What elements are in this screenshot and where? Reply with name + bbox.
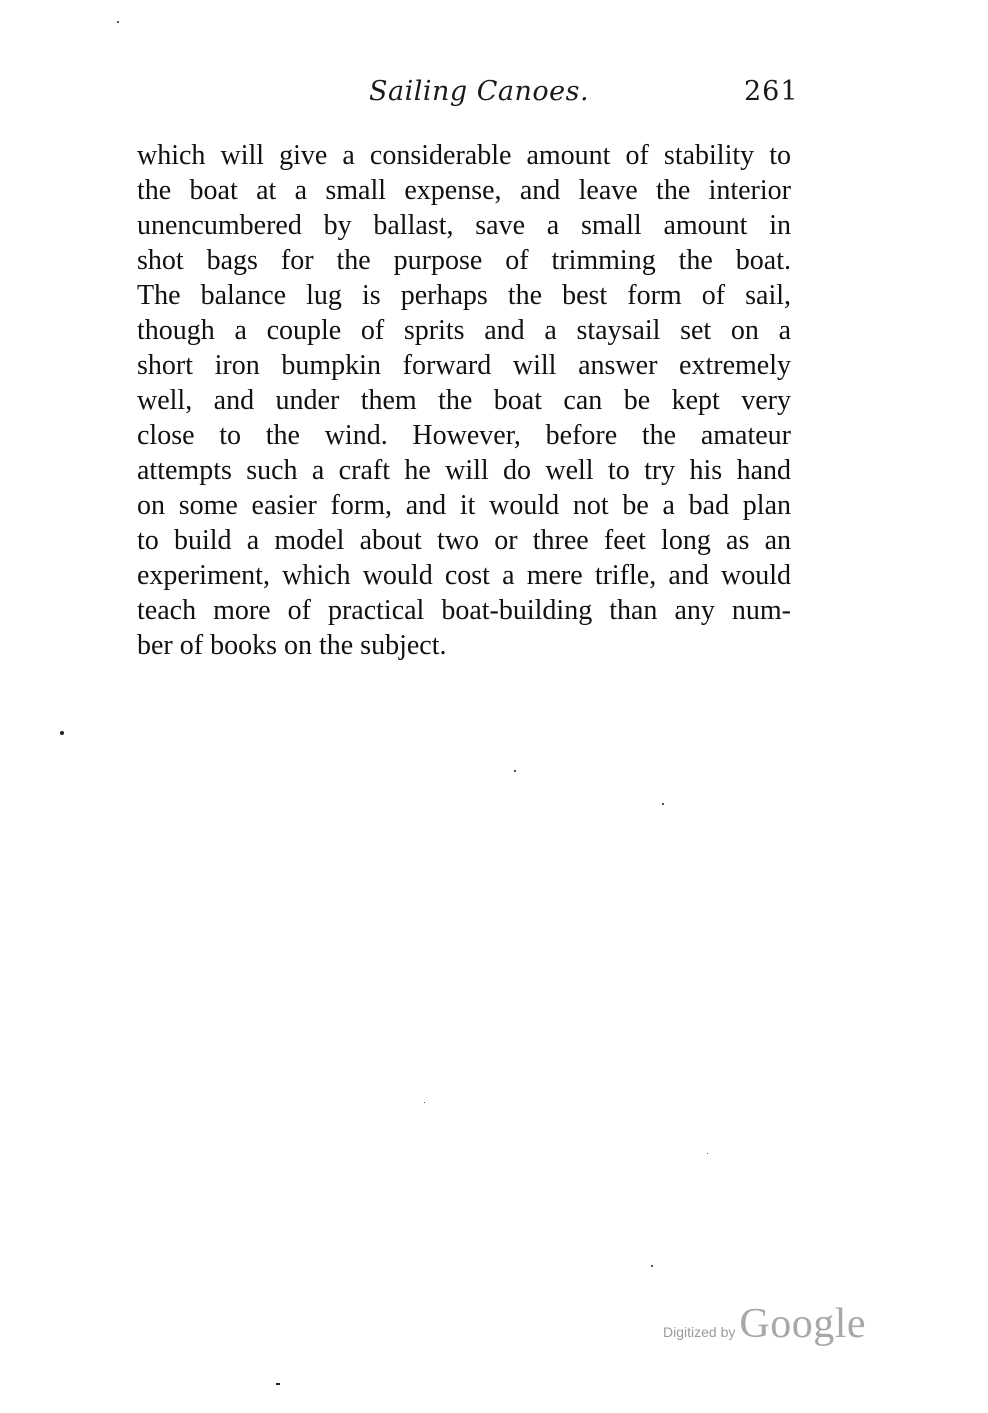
text-line: teach more of practical boat-building than any num- [137,595,791,626]
text-line: unencumbered by ballast, save a small amount in [137,210,791,241]
text-line: which will give a considerable amount of stability to [137,140,791,171]
scan-speck [651,1265,653,1267]
digitized-by-google-watermark [663,1300,866,1360]
scan-speck [276,1383,280,1385]
text-line: shot bags for the purpose of trimming the boat. [137,245,791,276]
text-line: ber of books on the subject. [137,630,447,661]
text-line: close to the wind. However, before the amateur [137,420,791,451]
running-title: Sailing Canoes. [369,76,590,107]
page-number: 261 [744,76,799,107]
scan-speck [60,731,64,735]
text-line: attempts such a craft he will do well to try his hand [137,455,791,486]
body-paragraph [137,138,791,663]
google-logo: Google [739,1301,867,1347]
text-line: on some easier form, and it would not be a bad plan [137,490,791,521]
text-line: the boat at a small expense, and leave the interior [137,175,791,206]
watermark-prefix: Digitized by [663,1324,736,1340]
running-head [0,76,988,116]
text-line: The balance lug is perhaps the best form of sail, [137,280,791,311]
text-line: to build a model about two or three feet long as an [137,525,791,556]
text-line: experiment, which would cost a mere trifle, and would [137,560,791,591]
text-line: short iron bumpkin forward will answer extremely [137,350,791,381]
text-line: though a couple of sprits and a staysail set on a [137,315,791,346]
scan-speck [424,1102,425,1103]
scan-speck [117,21,119,23]
scan-speck [662,803,664,805]
text-line: well, and under them the boat can be kept very [137,385,791,416]
scan-speck [514,770,516,772]
scan-speck [707,1153,708,1154]
